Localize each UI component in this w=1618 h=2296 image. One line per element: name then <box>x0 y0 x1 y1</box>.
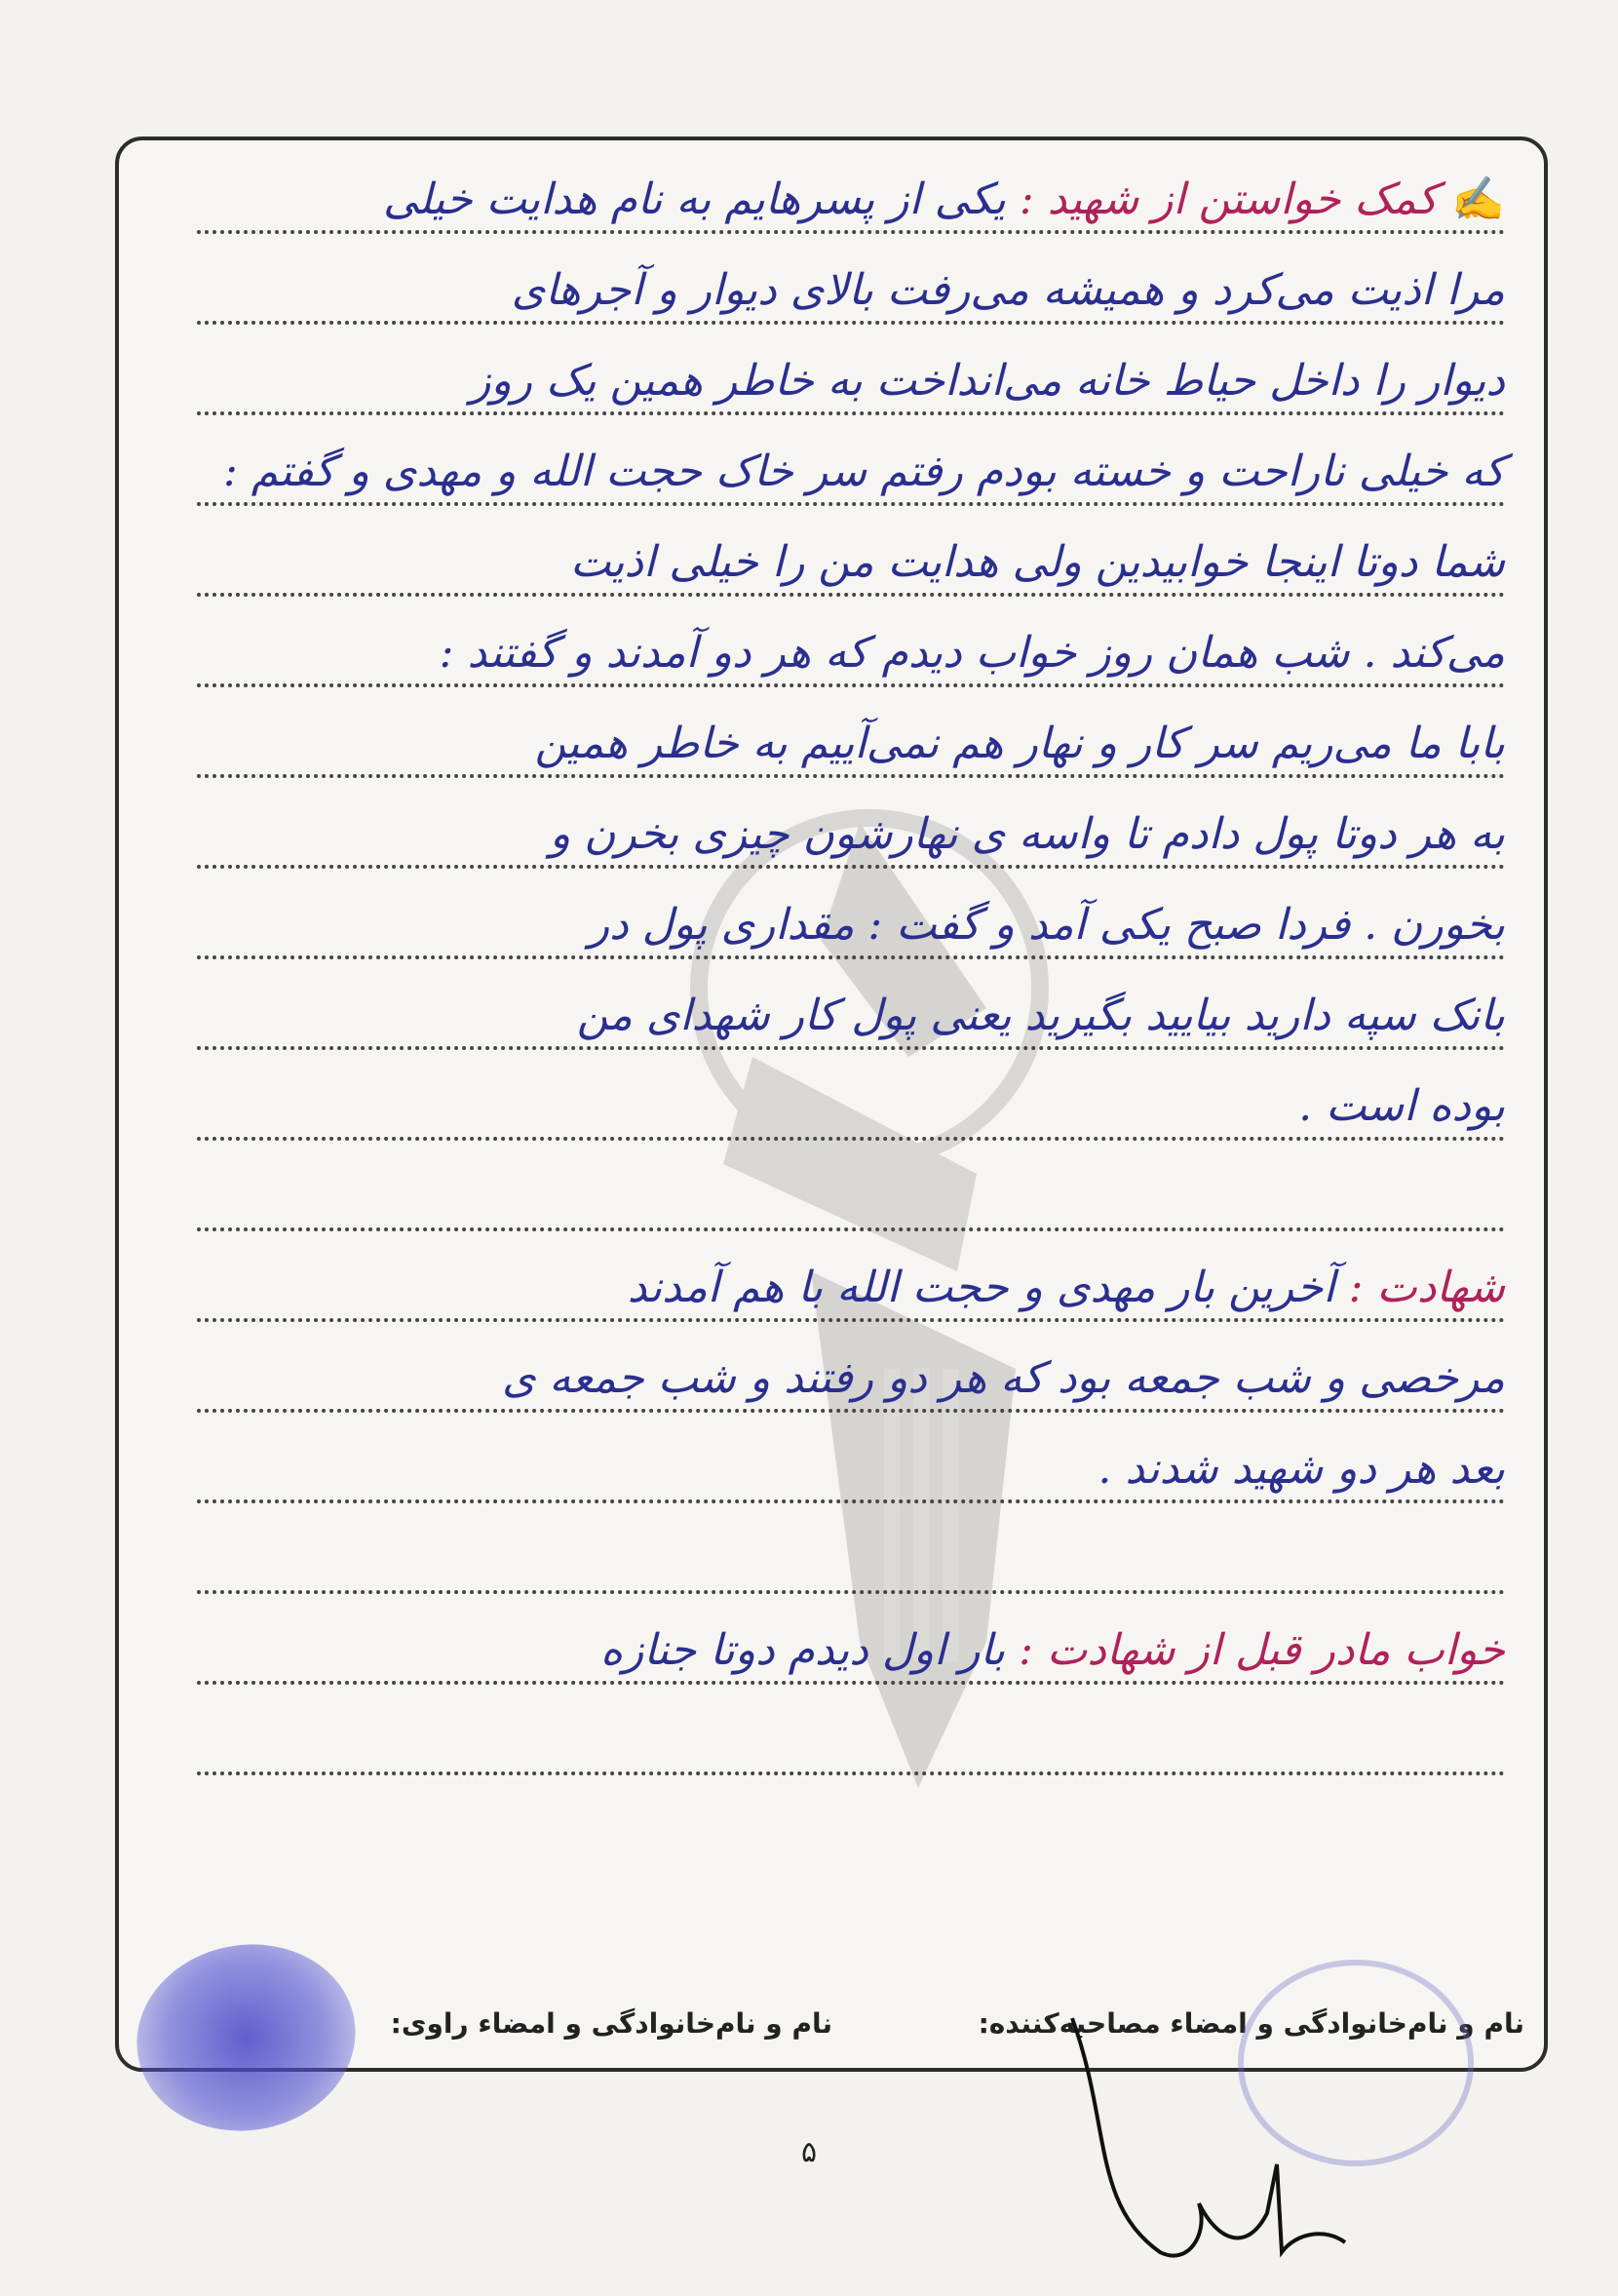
dotted-rule <box>197 411 1505 415</box>
line-body: مرخصی و شب جمعه بود که هر دو رفتند و شب جمعه ی <box>501 1353 1505 1403</box>
line-text <box>197 991 1505 1040</box>
line-body: بار اول دیدم دوتا جنازه <box>600 1625 1020 1675</box>
line-text <box>197 356 1505 406</box>
dotted-rule <box>197 1409 1505 1413</box>
dotted-rule <box>197 321 1505 325</box>
line-text <box>197 900 1505 950</box>
text-line <box>197 795 1505 884</box>
line-body: بخورن . فردا صبح یکی آمد و گفت : مقداری پول در <box>588 900 1505 950</box>
text-line <box>197 1248 1505 1338</box>
line-body: شما دوتا اینجا خوابیدین ولی هدایت من را خیلی اذیت <box>570 537 1505 587</box>
dotted-rule <box>197 1318 1505 1322</box>
line-body: به هر دوتا پول دادم تا واسه ی نهارشون چیزی بخرن و <box>549 809 1505 859</box>
line-text <box>197 628 1505 678</box>
dotted-rule <box>197 1046 1505 1050</box>
page-frame <box>115 136 1548 2072</box>
text-line <box>197 1157 1505 1247</box>
dotted-rule <box>197 774 1505 778</box>
text-line <box>197 704 1505 794</box>
line-text <box>197 1081 1505 1131</box>
line-text <box>197 537 1505 587</box>
text-line <box>197 432 1505 522</box>
text-line <box>197 1611 1505 1700</box>
interviewer-signature-label: نام و نام‌خانوادگی و امضاء مصاحبه‌کننده: <box>978 2007 1524 2040</box>
dotted-rule <box>197 1681 1505 1685</box>
page-number: ۵ <box>800 2135 818 2169</box>
dotted-rule <box>197 1771 1505 1775</box>
section-heading: خواب مادر قبل از شهادت : <box>1019 1625 1505 1675</box>
text-line <box>197 1520 1505 1610</box>
line-text <box>197 809 1505 859</box>
dotted-rule <box>197 865 1505 869</box>
line-body: بعد هر دو شهید شدند . <box>1098 1444 1505 1494</box>
text-line <box>197 613 1505 703</box>
text-line <box>197 885 1505 975</box>
line-text <box>197 447 1505 496</box>
line-body: بابا ما می‌ریم سر کار و نهار هم نمی‌آییم به خاطر همین <box>534 719 1505 768</box>
line-body: یکی از پسرهایم به نام هدایت خیلی <box>382 175 1020 224</box>
text-line <box>197 1701 1505 1791</box>
text-line <box>197 1339 1505 1428</box>
section-heading: کمک خواستن از شهید : <box>1019 175 1439 224</box>
text-line <box>197 523 1505 612</box>
dotted-rule <box>197 1227 1505 1231</box>
line-body: بوده است . <box>1298 1081 1505 1131</box>
dotted-rule <box>197 683 1505 687</box>
dotted-rule <box>197 1590 1505 1594</box>
line-body: آخرین بار مهدی و حجت الله با هم آمدند <box>627 1263 1349 1312</box>
line-body: مرا اذیت می‌کرد و همیشه می‌رفت بالای دیوار و آجرهای <box>511 265 1505 315</box>
line-text <box>197 265 1505 315</box>
line-body: که خیلی ناراحت و خسته بودم رفتم سر خاک حجت الله و مهدی و گفتم : <box>223 447 1505 496</box>
line-text <box>197 1353 1505 1403</box>
line-body: دیوار را داخل حیاط خانه می‌انداخت به خاطر همین یک روز <box>470 356 1505 406</box>
line-body: بانک سپه دارید بیایید بگیرید یعنی پول کار شهدای من <box>576 991 1505 1040</box>
text-line <box>197 341 1505 431</box>
text-line <box>197 1067 1505 1156</box>
dotted-rule <box>197 593 1505 597</box>
text-line <box>197 251 1505 340</box>
text-line <box>197 1429 1505 1519</box>
line-text <box>197 719 1505 768</box>
text-line <box>197 160 1505 250</box>
line-text <box>197 1444 1505 1494</box>
pen-icon: ✍ <box>1451 175 1505 224</box>
dotted-rule <box>197 502 1505 506</box>
dotted-rule <box>197 1499 1505 1503</box>
handwritten-lines <box>119 140 1544 2068</box>
section-heading: شهادت : <box>1348 1263 1505 1312</box>
line-text <box>197 1263 1505 1312</box>
dotted-rule <box>197 1137 1505 1141</box>
dotted-rule <box>197 955 1505 959</box>
line-body: می‌کند . شب همان روز خواب دیدم که هر دو آمدند و گفتند : <box>439 628 1505 678</box>
dotted-rule <box>197 230 1505 234</box>
line-text <box>197 174 1505 224</box>
line-text <box>197 1625 1505 1675</box>
narrator-signature-label: نام و نام‌خانوادگی و امضاء راوی: <box>390 2007 832 2040</box>
text-line <box>197 976 1505 1066</box>
